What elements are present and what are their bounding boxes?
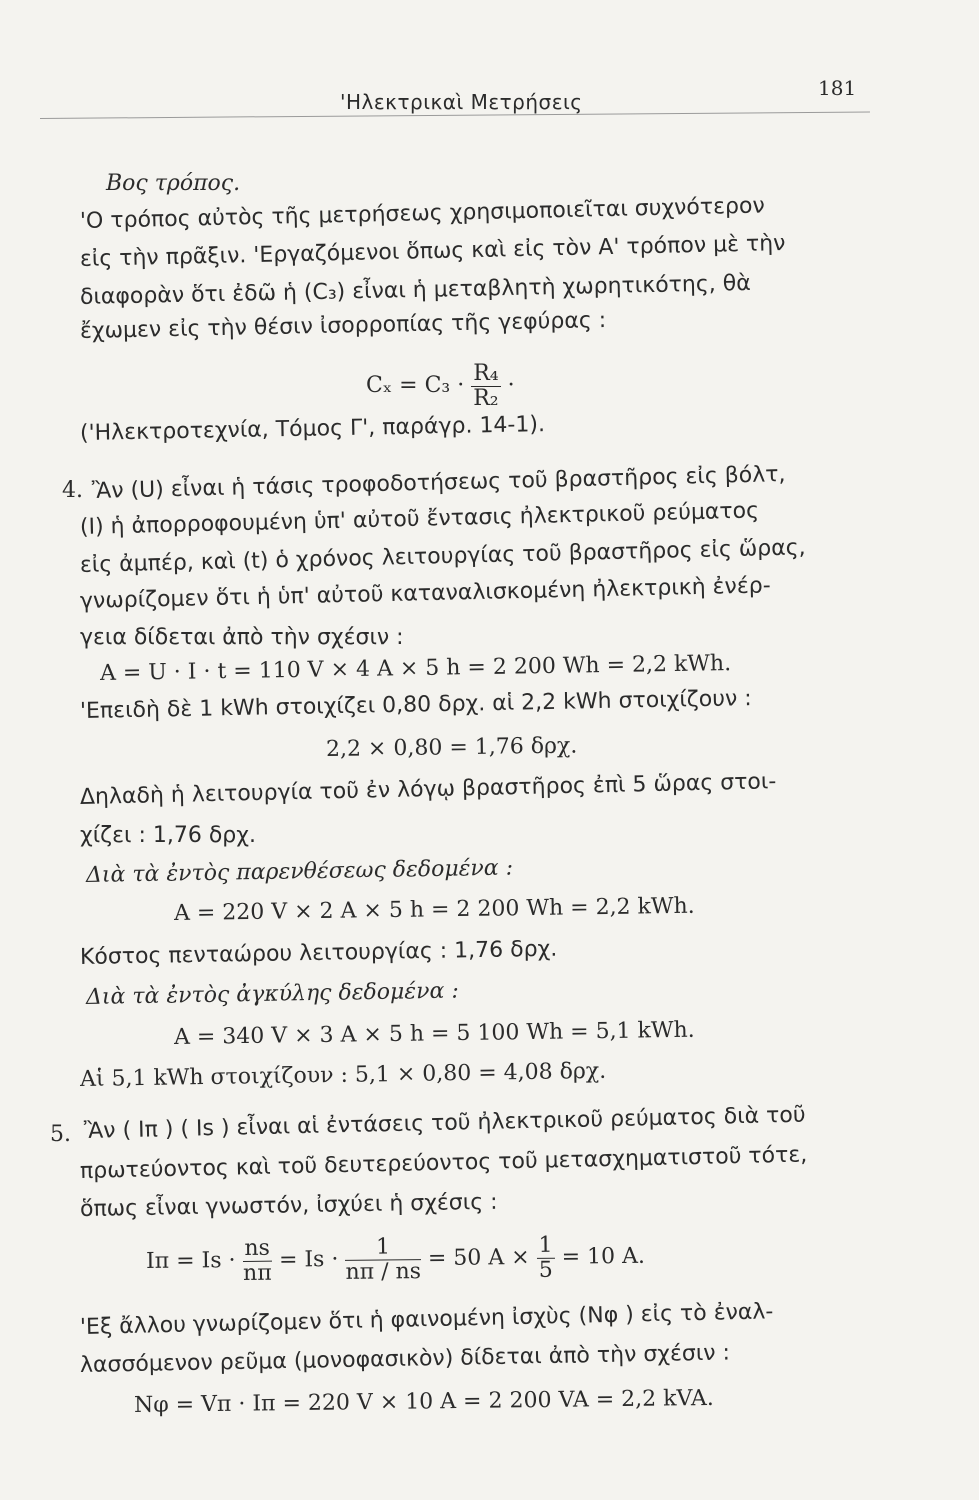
formula-lhs: Cₓ = C₃ · bbox=[366, 373, 465, 398]
text-line: πρωτεύοντος καὶ τοῦ δευτερεύοντος τοῦ μετασχηματιστοῦ τότε, bbox=[79, 1142, 808, 1184]
fraction bbox=[242, 1236, 272, 1285]
equation-cost: 2,2 × 0,80 = 1,76 δρχ. bbox=[325, 733, 578, 762]
formula-end: · bbox=[507, 373, 515, 398]
equation-energy: A = U · I · t = 110 V × 4 A × 5 h = 2 200 Wh = 2,2 kWh. bbox=[99, 651, 732, 686]
fraction-numerator: ns bbox=[242, 1236, 272, 1261]
item-number: 4. bbox=[62, 478, 83, 503]
cost-line: Κόστος πενταώρου λειτουργίας : 1,76 δρχ. bbox=[79, 936, 558, 970]
fraction-denominator: nπ bbox=[242, 1260, 272, 1286]
subheading-bracket: Διὰ τὰ ἐντὸς ἀγκύλης δεδομένα : bbox=[85, 978, 459, 1010]
text-line: εἰς τὴν πρᾶξιν. 'Εργαζόμενοι ὅπως καὶ εἰς τὸν Α' τρόπον μὲ τὴν bbox=[79, 230, 786, 272]
equation-part: Iπ = Is · bbox=[145, 1248, 236, 1274]
text-line: γεια δίδεται ἀπὸ τὴν σχέσιν : bbox=[80, 625, 404, 650]
text-line: 'Ο τρόπος αὐτὸς τῆς μετρήσεως χρησιμοποιεῖται συχνότερον bbox=[79, 193, 765, 234]
equation-part: = 50 A × bbox=[427, 1244, 530, 1272]
fraction-denominator: nπ / ns bbox=[345, 1258, 422, 1285]
text-line: Ἂν ( Iπ ) ( Is ) εἶναι αἱ ἐντάσεις τοῦ ἠλεκτρικοῦ ρεύματος διὰ τοῦ bbox=[83, 1102, 806, 1144]
fraction bbox=[471, 362, 500, 411]
equation-bracket-cost: Αἱ 5,1 kWh στοιχίζουν : 5,1 × 0,80 = 4,08 δρχ. bbox=[79, 1058, 607, 1092]
text-line: χίζει : 1,76 δρχ. bbox=[80, 823, 256, 848]
equation-apparent-power: Nφ = Vπ · Iπ = 220 V × 10 A = 2 200 VA = 2,2 kVA. bbox=[133, 1385, 714, 1418]
equation-part: = Is · bbox=[278, 1246, 339, 1273]
fraction bbox=[536, 1233, 555, 1282]
text-line: Δηλαδὴ ἡ λειτουργία τοῦ ἐν λόγῳ βραστῆρος ἐπὶ 5 ὥρας στοι- bbox=[79, 769, 777, 810]
equation-bracket: A = 340 V × 3 A × 5 h = 5 100 Wh = 5,1 kWh. bbox=[173, 1017, 695, 1050]
text-line: ὅπως εἶναι γνωστόν, ἰσχύει ἡ σχέσις : bbox=[79, 1189, 498, 1222]
text-line: γνωρίζομεν ὅτι ἡ ὑπ' αὐτοῦ καταναλισκομένη ἠλεκτρικὴ ἐνέρ- bbox=[79, 573, 771, 614]
text-line: διαφορὰν ὅτι ἐδῶ ἡ (C₃) εἶναι ἡ μεταβλητὴ χωρητικότης, θὰ bbox=[79, 270, 751, 310]
fraction bbox=[345, 1235, 421, 1285]
formula-cx bbox=[366, 358, 515, 414]
text-line: εἰς ἀμπέρ, καὶ (t) ὁ χρόνος λειτουργίας τοῦ βραστῆρος εἰς ὥρας, bbox=[79, 535, 806, 578]
item-number: 5. bbox=[50, 1122, 71, 1147]
text-line: Ἂν (U) εἶναι ἡ τάσις τροφοδοτήσεως τοῦ βραστῆρος εἰς βόλτ, bbox=[91, 462, 786, 504]
subheading-paren: Διὰ τὰ ἐντὸς παρενθέσεως δεδομένα : bbox=[85, 855, 514, 888]
fraction-denominator: 5 bbox=[538, 1257, 553, 1283]
fraction-denominator: R₂ bbox=[473, 385, 499, 411]
text-line: ἔχωμεν εἰς τὴν θέσιν ἰσορροπίας τῆς γεφύρας : bbox=[79, 307, 607, 344]
text-line: 'Εξ ἄλλου γνωρίζομεν ὅτι ἡ φαινομένη ἰσχὺς (Nφ ) εἰς τὸ ἐναλ- bbox=[79, 1299, 774, 1340]
fraction-numerator: 1 bbox=[345, 1235, 421, 1261]
reference-line: ('Ηλεκτροτεχνία, Τόμος Γ', παράγρ. 14-1). bbox=[79, 412, 546, 446]
section-heading: Βος τρόπος. bbox=[106, 171, 241, 196]
equation-paren: A = 220 V × 2 A × 5 h = 2 200 Wh = 2,2 kWh. bbox=[173, 893, 695, 926]
fraction-numerator: R₄ bbox=[473, 360, 499, 386]
text-line: 'Επειδὴ δὲ 1 kWh στοιχίζει 0,80 δρχ. αἱ 2,2 kWh στοιχίζουν : bbox=[79, 686, 752, 724]
text-line: (I) ἡ ἀπορροφουμένη ὑπ' αὐτοῦ ἔντασις ἠλεκτρικοῦ ρεύματος bbox=[79, 498, 760, 540]
transformer-equation bbox=[146, 1227, 646, 1292]
page-number: 181 bbox=[818, 76, 857, 100]
running-header: 'Ηλεκτρικαὶ Μετρήσεις bbox=[340, 90, 583, 114]
equation-part: = 10 A. bbox=[561, 1243, 646, 1270]
fraction-numerator: 1 bbox=[536, 1233, 554, 1258]
text-line: λασσόμενον ρεῦμα (μονοφασικὸν) δίδεται ἀπὸ τὴν σχέσιν : bbox=[79, 1340, 731, 1378]
